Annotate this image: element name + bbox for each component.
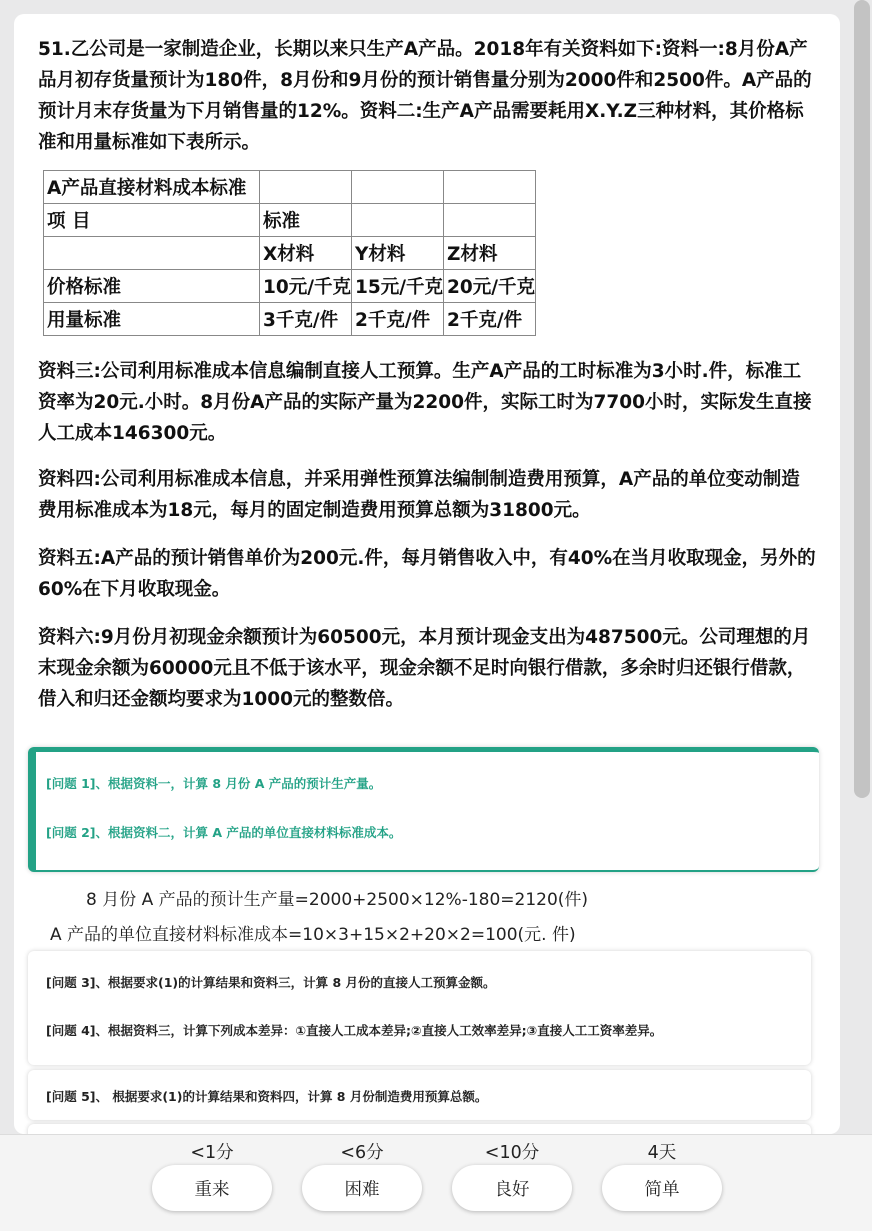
table-row	[44, 237, 536, 270]
info-6: 资料六:9月份月初现金余额预计为60500元，本月预计现金支出为487500元。公司理想的月末现金余额为60000元且不低于该水平，现金余额不足时向银行借款，多余时归还银行借款，借入和归还金额均要求为1000元的整数倍。	[38, 627, 811, 710]
interval-good: <10分	[484, 1143, 540, 1163]
scrollbar-thumb[interactable]	[854, 0, 870, 798]
price-x-cell: 10元/千克	[260, 270, 352, 303]
question-4: [问题 4]、根据资料三，计算下列成本差异：①直接人工成本差异;②直接人工效率差异;③直接人工工资率差异。	[46, 1023, 663, 1038]
question-1: [问题 1]、根据资料一，计算 8 月份 A 产品的预计生产量。	[46, 776, 382, 791]
question-group-4	[28, 1124, 811, 1134]
easy-button[interactable]: 简单	[602, 1165, 722, 1211]
material-y-cell: Y材料	[352, 237, 444, 270]
question-intro: 51.乙公司是一家制造企业，长期以来只生产A产品。2018年有关资料如下:资料一:8月份A产品月初存货量预计为180件，8月份和9月份的预计销售量分别为2000件和2500件。A产品的预计月末存货量为下月销售量的12%。资料二:生产A产品需要耗用X.Y.Z三种材料，其价格标准和用量标准如下表所示。	[38, 39, 812, 153]
answer-2: A 产品的单位直接材料标准成本=10×3+15×2+20×2=100(元. 件)	[50, 925, 576, 945]
answer-1: 8 月份 A 产品的预计生产量=2000+2500×12%-180=2120(件)	[86, 890, 589, 910]
question-group-1	[28, 747, 819, 872]
price-y-cell: 15元/千克	[352, 270, 444, 303]
table-row	[44, 171, 536, 204]
usage-label-cell: 用量标准	[44, 303, 260, 336]
info-3: 资料三:公司利用标准成本信息编制直接人工预算。生产A产品的工时标准为3小时.件，标准工资率为20元.小时。8月份A产品的实际产量为2200件，实际工时为7700小时，实际发生直接人工成本146300元。	[38, 361, 812, 444]
review-bar	[0, 1134, 872, 1231]
price-z-cell: 20元/千克	[444, 270, 536, 303]
hard-button[interactable]: 困难	[302, 1165, 422, 1211]
material-cost-table	[43, 170, 536, 336]
interval-easy: 4天	[647, 1143, 677, 1163]
usage-x-cell: 3千克/件	[260, 303, 352, 336]
interval-again: <1分	[190, 1143, 234, 1163]
again-button[interactable]: 重来	[152, 1165, 272, 1211]
question-group-3	[28, 1070, 811, 1120]
usage-y-cell: 2千克/件	[352, 303, 444, 336]
interval-hard: <6分	[340, 1143, 384, 1163]
usage-z-cell: 2千克/件	[444, 303, 536, 336]
table-row	[44, 204, 536, 237]
material-x-cell: X材料	[260, 237, 352, 270]
price-label-cell: 价格标准	[44, 270, 260, 303]
std-header-cell: 标准	[260, 204, 352, 237]
question-group-2	[28, 951, 811, 1065]
table-row	[44, 303, 536, 336]
question-card	[14, 14, 840, 1134]
good-button[interactable]: 良好	[452, 1165, 572, 1211]
item-header-cell: 项 目	[44, 204, 260, 237]
info-4: 资料四:公司利用标准成本信息，并采用弹性预算法编制制造费用预算，A产品的单位变动制造费用标准成本为18元，每月的固定制造费用预算总额为31800元。	[38, 469, 800, 521]
material-z-cell: Z材料	[444, 237, 536, 270]
table-row	[44, 270, 536, 303]
question-5: [问题 5]、 根据要求(1)的计算结果和资料四，计算 8 月份制造费用预算总额。	[46, 1089, 488, 1104]
question-2: [问题 2]、根据资料二，计算 A 产品的单位直接材料标准成本。	[46, 825, 402, 840]
question-3: [问题 3]、根据要求(1)的计算结果和资料三，计算 8 月份的直接人工预算金额。	[46, 975, 496, 990]
table-title-cell: A产品直接材料成本标准	[44, 171, 260, 204]
info-5: 资料五:A产品的预计销售单价为200元.件，每月销售收入中，有40%在当月收取现金，另外的60%在下月收取现金。	[38, 548, 816, 600]
